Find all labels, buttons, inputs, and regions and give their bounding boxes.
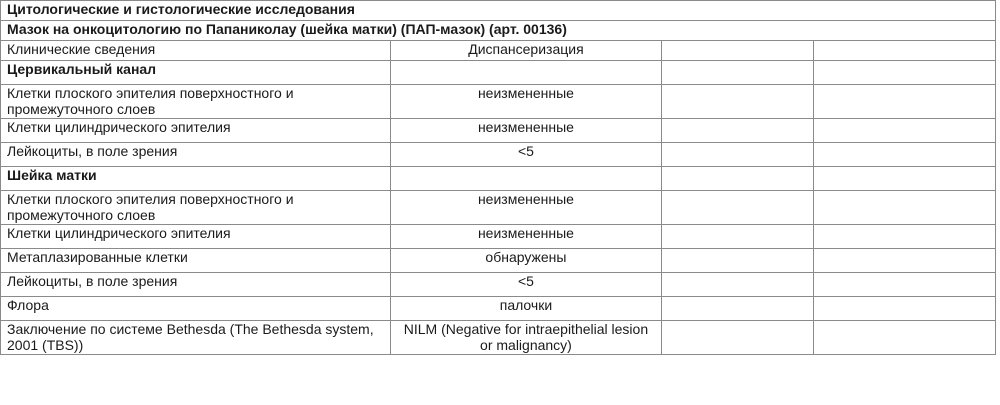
row-label: Клинические сведения <box>1 41 391 61</box>
empty-cell <box>814 85 996 119</box>
empty-cell <box>661 41 814 61</box>
table-row <box>1 249 996 273</box>
table-row <box>1 41 996 61</box>
row-label: Клетки плоского эпителия поверхностного и промежуточного слоев <box>1 85 391 119</box>
row-label: Метаплазированные клетки <box>1 249 391 273</box>
row-value: <5 <box>391 143 661 167</box>
test-header-row <box>1 21 996 41</box>
empty-cell <box>661 85 814 119</box>
empty-cell <box>661 143 814 167</box>
row-value <box>391 61 661 85</box>
test-title: Мазок на онкоцитологию по Папаниколау (шейка матки) (ПАП-мазок) (арт. 00136) <box>1 21 996 41</box>
row-label: Клетки цилиндрического эпителия <box>1 225 391 249</box>
table-row <box>1 321 996 355</box>
empty-cell <box>814 41 996 61</box>
empty-cell <box>661 167 814 191</box>
section-title: Цитологические и гистологические исследования <box>1 1 996 21</box>
empty-cell <box>661 225 814 249</box>
empty-cell <box>814 273 996 297</box>
row-value: NILM (Negative for intraepithelial lesion or malignancy) <box>391 321 661 355</box>
empty-cell <box>814 167 996 191</box>
empty-cell <box>661 119 814 143</box>
empty-cell <box>814 225 996 249</box>
empty-cell <box>814 143 996 167</box>
table-row <box>1 143 996 167</box>
row-label: Лейкоциты, в поле зрения <box>1 273 391 297</box>
row-value: неизмененные <box>391 191 661 225</box>
subsection-label: Цервикальный канал <box>1 61 391 85</box>
table-row <box>1 225 996 249</box>
row-label: Флора <box>1 297 391 321</box>
empty-cell <box>661 273 814 297</box>
empty-cell <box>814 191 996 225</box>
empty-cell <box>661 191 814 225</box>
empty-cell <box>814 297 996 321</box>
empty-cell <box>814 321 996 355</box>
row-value: <5 <box>391 273 661 297</box>
subsection-row <box>1 167 996 191</box>
table-row <box>1 119 996 143</box>
empty-cell <box>661 249 814 273</box>
row-value <box>391 167 661 191</box>
table-row <box>1 85 996 119</box>
empty-cell <box>661 321 814 355</box>
row-value: обнаружены <box>391 249 661 273</box>
row-label: Клетки цилиндрического эпителия <box>1 119 391 143</box>
table-row <box>1 191 996 225</box>
row-label: Клетки плоского эпителия поверхностного и промежуточного слоев <box>1 191 391 225</box>
empty-cell <box>661 297 814 321</box>
row-value: палочки <box>391 297 661 321</box>
row-label: Лейкоциты, в поле зрения <box>1 143 391 167</box>
row-value: Диспансеризация <box>391 41 661 61</box>
empty-cell <box>661 61 814 85</box>
row-value: неизмененные <box>391 85 661 119</box>
section-header-row <box>1 1 996 21</box>
row-value: неизмененные <box>391 119 661 143</box>
subsection-label: Шейка матки <box>1 167 391 191</box>
row-value: неизмененные <box>391 225 661 249</box>
table-row <box>1 273 996 297</box>
table-row <box>1 297 996 321</box>
subsection-row <box>1 61 996 85</box>
row-label: Заключение по системе Bethesda (The Bethesda system, 2001 (TBS)) <box>1 321 391 355</box>
empty-cell <box>814 61 996 85</box>
empty-cell <box>814 119 996 143</box>
empty-cell <box>814 249 996 273</box>
